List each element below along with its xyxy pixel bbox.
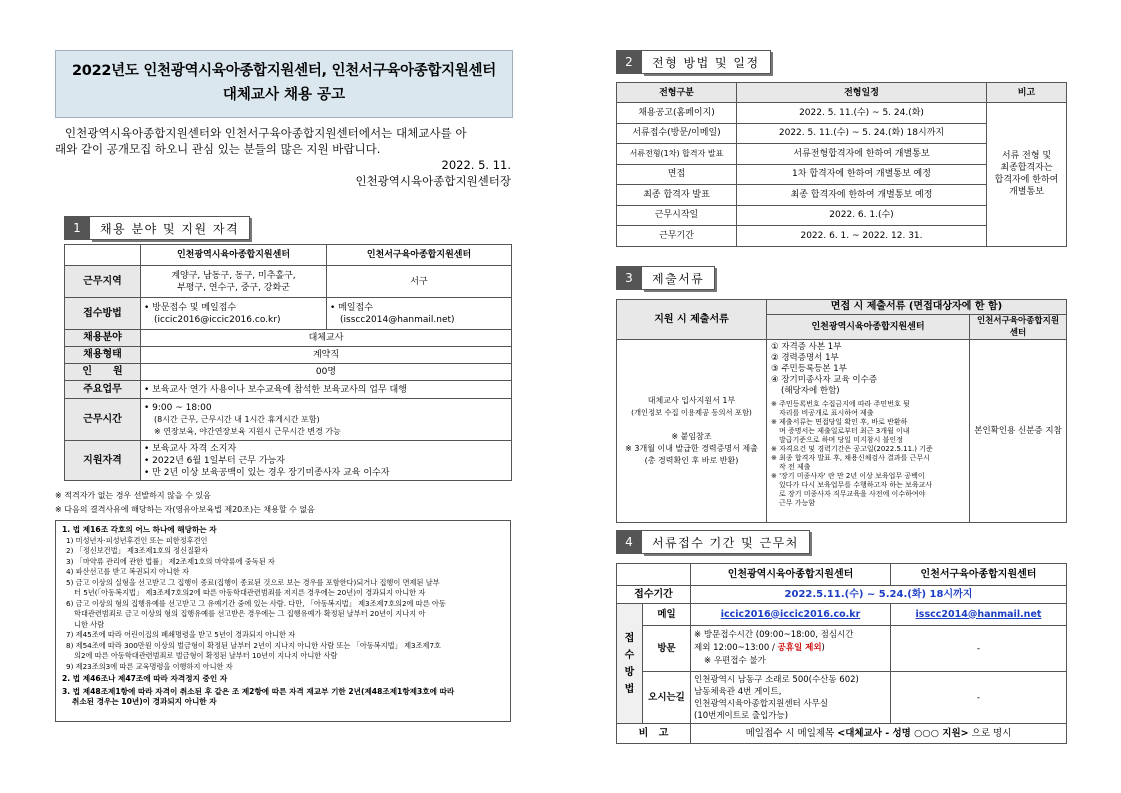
section2-num: 2 — [616, 50, 642, 74]
s2-remark1: 서류 전형 및 — [1001, 151, 1052, 162]
disq-l8a: 8) 제54조에 따라 300만원 이상의 벌금형이 확정된 날부터 2년이 지나지 아니한 사람 또는 「아동복지법」 제3조제7호 — [66, 640, 441, 650]
num-label: 인 원 — [65, 364, 141, 381]
area-v1 — [141, 266, 327, 298]
s3-h-c1: 인천광역시육아종합지원센터 — [767, 315, 970, 340]
s2-r4-b: 최종 합격자에 한하여 개별통보 예정 — [737, 185, 987, 206]
note2: ※ 다음의 결격사유에 해당하는 자(영유아보육법 제20조)는 채용할 수 없음 — [55, 505, 315, 514]
s4-mail-label: 메일 — [643, 604, 691, 626]
s4-mail-v1[interactable]: iccic2016@iccic2016.co.kr — [720, 608, 861, 620]
s3-apply-cell — [617, 340, 767, 523]
s4-side-0: 접 — [624, 632, 635, 644]
s2-h3: 비고 — [987, 83, 1067, 103]
s3-h-c2: 인천서구육아종합지원센터 — [970, 315, 1067, 340]
disq-l8b: 의2에 따른 아동학대관련범죄로 벌금형이 확정된 날부터 10년이 지나지 아니한 사람 — [74, 651, 338, 660]
s3-n2: 자리를 비공개로 표시하여 제출 — [779, 409, 874, 417]
section2-table — [616, 82, 1067, 247]
s2-r5-b: 2022. 6. 1.(수) — [737, 205, 987, 226]
time-v2: (8시간 근무, 근무시간 내 1시간 휴게시간 포함) — [154, 414, 320, 424]
area-v1b: 부평구, 연수구, 중구, 강화군 — [177, 282, 290, 293]
area-v2: 서구 — [327, 266, 512, 298]
s3-n6: ※ 자격요건 및 경력기간은 공고일(2022.5.11.) 기준 — [771, 445, 933, 453]
qual-v3: • 만 2년 이상 보육공백이 있는 경우 장기미종사자 교육 이수자 — [144, 467, 390, 478]
s3-n4: 며 증명서는 제출일로부터 최근 3개월 이내 — [779, 427, 910, 435]
s3-n11: 로 장기 미종사자 직무교육을 사전에 이수하여야 — [779, 490, 926, 498]
s2-r0-b: 2022. 5. 11.(수) ~ 5. 24.(화) — [737, 103, 987, 124]
s4-route-v1 — [691, 672, 891, 724]
s4-visit-v2: - — [891, 626, 1067, 672]
disq-h1: 1. 법 제16조 각호의 어느 하나에 해당하는 자 — [62, 525, 217, 534]
s4-remark-post: 으로 명시 — [968, 727, 1012, 739]
disq-l1: 1) 미성년자·피성년후견인 또는 피한정후견인 — [66, 535, 208, 545]
time-v3: ※ 연장보육, 야간연장보육 지원시 근무시간 변경 가능 — [154, 426, 341, 436]
s1-col2: 인천서구육아종합지원센터 — [327, 245, 512, 266]
apply-label: 접수방법 — [65, 298, 141, 330]
s3-apply1: 대체교사 입사지원서 1부 — [647, 396, 736, 405]
disq-l3: 3) 「마약류 관리에 관한 법률」 제2조제1호의 마약류에 중독된 자 — [66, 556, 275, 566]
s4-visit-v1b-end: ) — [821, 643, 825, 653]
s3-n3: ※ 제출서류는 면접당일 확인 후, 바로 반환하 — [771, 418, 908, 426]
s2-r3-a: 면접 — [617, 164, 737, 185]
s2-r0-a: 채용공고(홈페이지) — [617, 103, 737, 124]
disq-h3a: 3. 법 제48조제1항에 따라 자격이 취소된 후 같은 조 제2항에 따른 자격 재교부 기한 2년(제48조제1항제3호에 따라 — [62, 686, 455, 696]
s4-side-label — [617, 604, 643, 724]
time-v1: • 9:00 ~ 18:00 — [144, 402, 212, 413]
apply-v2b: (isscc2014@hanmail.net) — [340, 314, 455, 325]
s4-route-v1b: 남동체육관 4번 게이트, — [694, 686, 782, 697]
s4-route-v1a: 인천광역시 남동구 소래로 500(수산동 602) — [694, 674, 859, 685]
s4-period-label: 접수기간 — [617, 586, 691, 604]
field-label: 채용분야 — [65, 330, 141, 347]
s3-n10: 있다가 다시 보육업무를 수행하고자 하는 보육교사 — [779, 481, 933, 489]
s3-h-interview: 면접 시 제출서류 (면접대상자에 한 함) — [767, 300, 1067, 315]
s2-remark3: 합격자에 한하여 — [994, 175, 1059, 186]
s4-remark-bold: <대체교사 - 성명 ○○○ 지원> — [837, 727, 969, 739]
section1-title: 채용 분야 및 지원 자격 — [90, 216, 250, 240]
s4-mail-v2-cell — [891, 604, 1067, 626]
s4-remark-pre: 메일접수 시 메일제목 — [745, 727, 838, 739]
s3-apply4: ※ 3개월 이내 발급한 경력증명서 제출 — [625, 444, 758, 453]
s4-visit-v1b — [694, 642, 887, 655]
s2-h2: 전형일정 — [737, 83, 987, 103]
qual-v — [141, 441, 512, 481]
s4-mail-v1-cell — [691, 604, 891, 626]
apply-v2a: • 메일접수 — [330, 302, 373, 313]
qual-label: 지원자격 — [65, 441, 141, 481]
s2-r2-b: 서류전형합격자에 한하여 개별통보 — [737, 144, 987, 165]
s4-period-v: 2022.5.11.(수) ~ 5.24.(화) 18시까지 — [691, 586, 1067, 604]
s4-visit-label: 방문 — [643, 626, 691, 672]
section3-num: 3 — [616, 266, 642, 290]
disq-h3b: 취소된 경우는 10년)이 경과되지 아니한 자 — [72, 697, 217, 706]
field-v: 대체교사 — [141, 330, 512, 347]
title-line2: 대체교사 채용 공고 — [222, 87, 346, 103]
qual-v1: • 보육교사 자격 소지자 — [144, 443, 237, 454]
area-label: 근무지역 — [65, 266, 141, 298]
s3-docs-cell — [767, 340, 970, 523]
s2-r4-a: 최종 합격자 발표 — [617, 185, 737, 206]
s4-visit-v1 — [691, 626, 891, 672]
s3-n5: 발급기준으로 하며 당일 미지참시 불인정 — [779, 436, 903, 444]
title-line1: 2022년도 인천광역시육아종합지원센터, 인천서구육아종합지원센터 — [72, 63, 496, 79]
s3-apply3: ※ 붙임참조 — [671, 432, 712, 441]
s4-route-v1c: 인천광역시육아종합지원센터 사무실 — [694, 698, 829, 709]
section3-header — [616, 266, 715, 290]
s3-n8: 작 전 제출 — [779, 463, 811, 471]
section1-num: 1 — [64, 216, 90, 240]
time-v — [141, 399, 512, 441]
disq-l5b: 터 5년(「아동복지법」 제3조제7호의2에 따른 아동학대관련범죄를 저지른 경우에는 20년)이 경과되지 아니한 자 — [74, 588, 426, 597]
duty-label: 주요업무 — [65, 381, 141, 399]
s1-col1: 인천광역시육아종합지원센터 — [141, 245, 327, 266]
s2-r1-b: 2022. 5. 11.(수) ~ 5. 24.(화) 18시까지 — [737, 123, 987, 144]
section2-title: 전형 방법 및 일정 — [642, 50, 771, 74]
section3-title: 제출서류 — [642, 266, 715, 290]
s4-visit-v1a: ※ 방문접수시간 (09:00~18:00, 점심시간 — [694, 630, 854, 640]
s4-route-v1d: (10번게이트로 출입가능) — [694, 710, 789, 721]
s4-side-1: 수 — [624, 649, 635, 661]
s2-r6-a: 근무기간 — [617, 226, 737, 247]
apply-v1a: • 방문접수 및 메일접수 — [144, 302, 237, 313]
s3-h-apply: 지원 시 제출서류 — [617, 300, 767, 340]
title-banner — [55, 50, 513, 118]
time-label: 근무시간 — [65, 399, 141, 441]
s4-visit-v1b-text: 제외 12:00~13:00 / — [694, 643, 778, 653]
disq-l6c: 니한 사람 — [74, 619, 105, 629]
s3-d2: ② 경력증명서 1부 — [771, 353, 839, 363]
s3-d3: ③ 주민등록등본 1부 — [771, 364, 847, 374]
type-label: 채용형태 — [65, 347, 141, 364]
s4-remark-v — [691, 724, 1067, 744]
s4-col2: 인천서구육아종합지원센터 — [891, 564, 1067, 586]
corner-cell — [65, 245, 141, 266]
disq-l5a: 5) 금고 이상의 실형을 선고받고 그 집행이 종료(집행이 종료된 것으로 보는 경우를 포함한다)되거나 집행이 면제된 날부 — [66, 577, 440, 587]
s3-n12: 근무 가능함 — [779, 499, 816, 507]
s4-mail-v2[interactable]: isscc2014@hanmail.net — [915, 608, 1042, 620]
signature: 인천광역시육아종합지원센터장 — [355, 174, 511, 188]
s2-r6-b: 2022. 6. 1. ~ 2022. 12. 31. — [737, 226, 987, 247]
s2-remark2: 최종합격자는 — [1000, 163, 1053, 174]
s3-d5: (해당자에 한함) — [781, 386, 840, 396]
s2-r3-b: 1차 합격자에 한하여 개별통보 예정 — [737, 164, 987, 185]
s2-r5-a: 근무시작일 — [617, 205, 737, 226]
disq-l7: 7) 제45조에 따라 어린이집의 폐쇄명령을 받고 5년이 경과되지 아니한 자 — [66, 630, 296, 639]
section3-table — [616, 299, 1067, 523]
s3-c2: 본인확인용 신분증 지참 — [970, 340, 1067, 523]
disq-l6b: 학대관련범죄로 금고 이상의 형의 집행유예를 선고받은 경우에는 그 집행유예가 확정된 날부터 20년이 지나지 아 — [74, 609, 426, 618]
s2-remark — [987, 103, 1067, 247]
intro-line1: 인천광역시육아종합지원센터와 인천서구육아종합지원센터에서는 대체교사를 아 — [65, 126, 467, 140]
s2-r1-a: 서류접수(방문/이메일) — [617, 123, 737, 144]
s4-col1: 인천광역시육아종합지원센터 — [691, 564, 891, 586]
s3-apply5: (총 경력확인 후 바로 반환) — [644, 456, 739, 465]
section4-table — [616, 563, 1067, 744]
section1-table — [64, 244, 512, 481]
apply-v2 — [327, 298, 512, 330]
s4-corner — [617, 564, 691, 586]
disq-l6a: 6) 금고 이상의 형의 집행유예를 선고받고 그 유예기간 중에 있는 사람. 다만, 「아동복지법」 제3조제7호의2에 따른 아동 — [66, 598, 446, 608]
section4-title: 서류접수 기간 및 근무처 — [642, 530, 810, 554]
duty-v: • 보육교사 연가 사용이나 보수교육에 참석한 보육교사의 업무 대행 — [141, 381, 512, 399]
s2-h1: 전형구분 — [617, 83, 737, 103]
apply-v1b: (iccic2016@iccic2016.co.kr) — [154, 314, 281, 325]
section2-header — [616, 50, 771, 74]
qual-v2: • 2022년 6월 1일부터 근무 가능자 — [144, 455, 285, 466]
s2-r2-a: 서류전형(1차) 합격자 발표 — [617, 144, 737, 165]
disq-l4: 4) 파산선고를 받고 복권되지 아니한 자 — [66, 567, 189, 576]
s3-n9: ※ '장기 미종사자' 란 만 2년 이상 보육업무 공백이 — [771, 472, 925, 480]
s3-n1: ※ 주민등록번호 수집금지에 따라 주민번호 뒷 — [771, 400, 910, 408]
s4-route-label: 오시는길 — [643, 672, 691, 724]
s4-visit-v1c: ※ 우편접수 불가 — [704, 656, 766, 666]
note1: ※ 적격자가 없는 경우 선발하지 않을 수 있음 — [55, 491, 211, 500]
s4-side-2: 방 — [624, 666, 635, 678]
s4-remark-label: 비 고 — [617, 724, 691, 744]
type-v: 계약직 — [141, 347, 512, 364]
s3-d4: ④ 장기미종사자 교육 이수증 — [771, 375, 878, 385]
s4-visit-holiday: 공휴일 제외 — [777, 643, 822, 653]
s4-side-3: 법 — [624, 683, 635, 695]
s4-route-v2: - — [891, 672, 1067, 724]
s3-apply2: (개인정보 수집 이용제공 동의서 포함) — [631, 408, 752, 417]
disq-l9: 9) 제23조의3에 따른 교육명령을 이행하지 아니한 자 — [66, 661, 233, 671]
section4-num: 4 — [616, 530, 642, 554]
intro-line2: 래와 같이 공개모집 하오니 관심 있는 분들의 많은 지원 바랍니다. — [55, 142, 381, 156]
s3-n7: ※ 최종 합격자 발표 후, 채용신체검사 결과를 근무시 — [771, 454, 930, 462]
num-v: 00명 — [141, 364, 512, 381]
area-v1a: 계양구, 남동구, 동구, 미추홀구, — [171, 270, 296, 281]
intro — [55, 125, 511, 189]
disq-l2: 2) 「정신보건법」 제3조제1호의 정신질환자 — [66, 546, 208, 555]
disqualification-box — [55, 520, 511, 722]
apply-v1 — [141, 298, 327, 330]
announce-date: 2022. 5. 11. — [441, 158, 511, 172]
section1-header — [64, 216, 250, 240]
disq-h2: 2. 법 제46조나 제47조에 따라 자격정지 중인 자 — [62, 674, 228, 683]
section4-header — [616, 530, 810, 554]
s3-d1: ① 자격증 사본 1부 — [771, 342, 842, 352]
s2-remark4: 개별통보 — [1009, 187, 1044, 198]
